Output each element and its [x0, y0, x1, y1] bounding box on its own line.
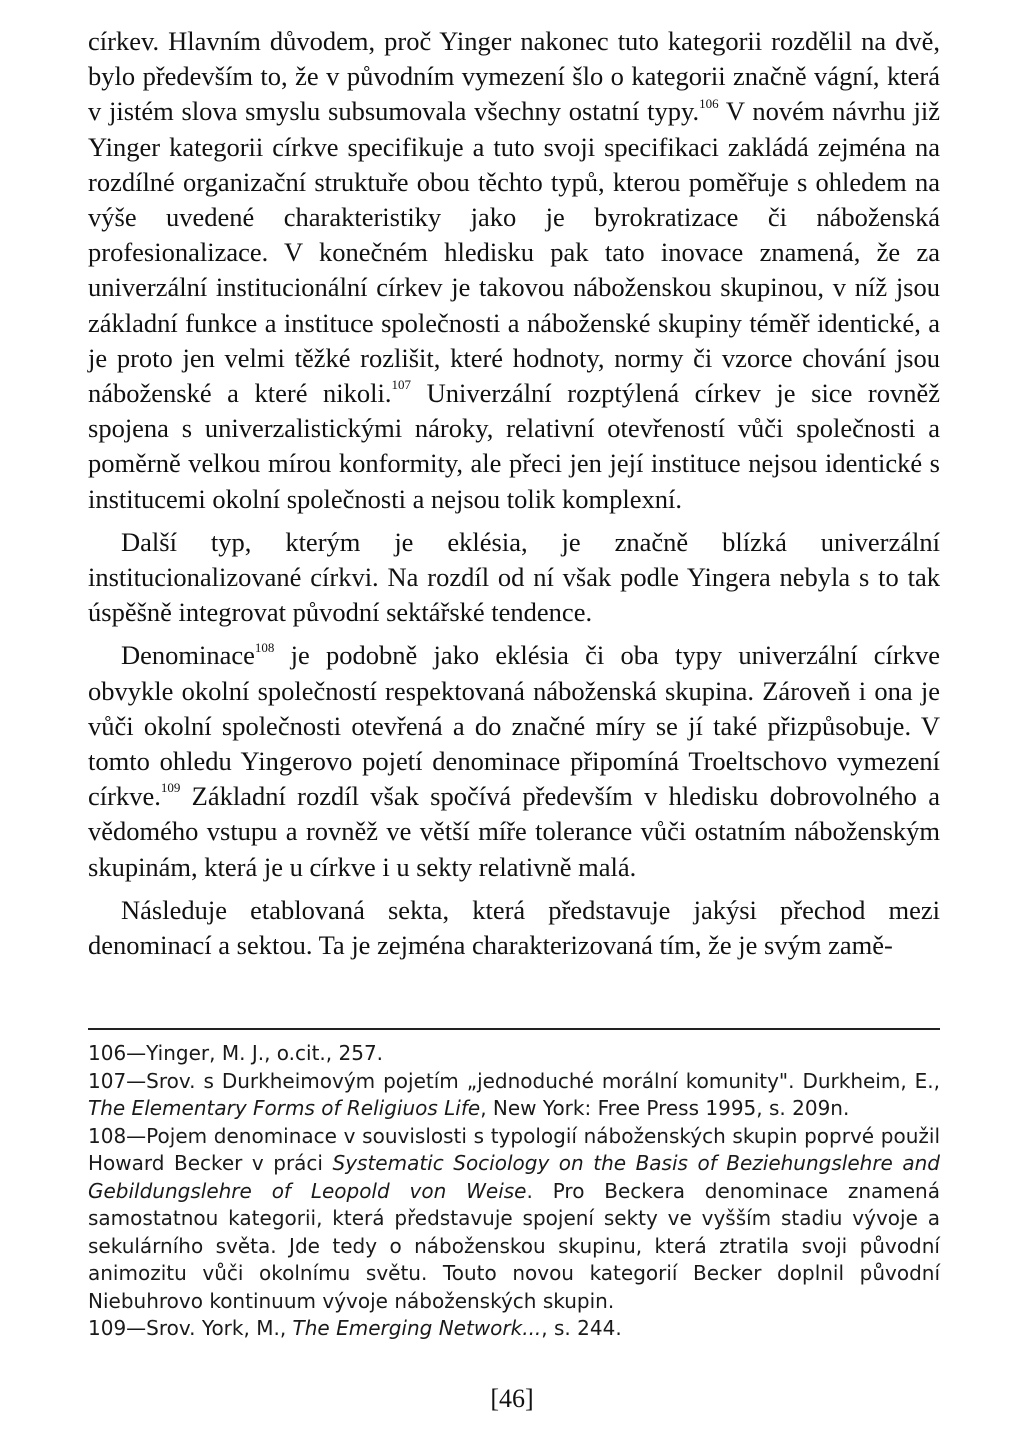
footnote-reference: 109 — [160, 780, 181, 796]
body-paragraph — [88, 638, 940, 884]
footnote-reference: 108 — [254, 639, 275, 655]
footnote-reference: 106 — [699, 95, 719, 111]
text-run: je podobně jako eklésia či oba typy univerzální církve obvykle okolní společností respektovaná náboženská skupina. Zároveň i ona je vůči okolní společnosti otevřená a do značné míry se jí také přizpůsobuje. V tomto ohledu Yingerovo pojetí denominace připomíná Troeltschovo vymezení církve. — [88, 640, 940, 812]
footnote — [88, 1315, 940, 1343]
footnote — [88, 1123, 940, 1316]
footnote-reference: 107 — [391, 377, 412, 393]
text-run: 109—Srov. York, M., — [88, 1316, 293, 1340]
text-run: . Pro Beckera denominace znamená samostatnou kategorii, která představuje spojení sekty ve vyšším stadiu vývoje a sekulárního světa. Jde tedy o náboženskou skupinu, která ztratila svoji původní animozitu vůči okolnímu světu. Touto novou kategorií Becker doplnil původní Niebuhrovo kontinuum vývoje náboženských skupin. — [88, 1178, 940, 1313]
text-run: 107—Srov. s Durkheimovým pojetím „jednoduché morální komunity". Durkheim, E., — [88, 1068, 940, 1093]
text-run: Denominace — [121, 640, 255, 671]
text-run: Další typ, kterým je eklésia, je značně blízká univerzální institucionalizované církvi. Na rozdíl od ní však podle Yingera nebyla s to tak úspěšně integrovat původní sektářské tendence. — [88, 526, 940, 628]
text-run: Následuje etablovaná sekta, která představuje jakýsi přechod mezi denominací a sektou. Ta je zejména charakterizovaná tím, že je svým zamě- — [88, 894, 940, 961]
footnotes — [88, 1040, 940, 1343]
body-paragraph — [88, 893, 940, 963]
text-run: V novém návrhu již Yinger kategorii církve specifikuje a tuto svoji specifikaci zakládá zejména na rozdílné organizační struktuře obou těchto typů, kterou poměřuje s ohledem na výše uvedené charakteristiky jako je byrokratizace či náboženská profesionalizace. V konečném hledisku pak tato inovace znamená, že za univerzální institucionální církev je takovou náboženskou skupinou, v níž jsou základní funkce a instituce společnosti a náboženské skupiny téměř identické, a je proto jen velmi těžké rozlišit, které hodnoty, normy či vzorce chování jsou náboženské a které nikoli. — [88, 96, 941, 409]
italic-title: The Elementary Forms of Religiuos Life — [88, 1096, 481, 1120]
footnote-divider — [88, 1028, 940, 1030]
main-text — [88, 24, 940, 963]
page-number: [46] — [490, 1384, 534, 1413]
text-run: 106—Yinger, M. J., o.cit., 257. — [88, 1041, 384, 1065]
page — [88, 24, 940, 963]
text-run: Univerzální rozptýlená církev je sice rovněž spojena s univerzalistickými nároky, relativní otevřeností vůči společnosti a poměrně velkou mírou konformity, ale přeci jen její instituce nejsou identické s institucemi okolní společnosti a nejsou tolik komplexní. — [88, 378, 940, 514]
italic-title: The Emerging Network... — [292, 1316, 542, 1340]
text-run: , New York: Free Press 1995, s. 209n. — [480, 1096, 850, 1120]
text-run: 108—Pojem denominace v souvislosti s typologií náboženských skupin poprvé použil Howard Becker v práci — [88, 1123, 940, 1175]
body-paragraph — [88, 525, 940, 631]
italic-title: Systematic Sociology on the Basis of Beziehungslehre and Gebildungslehre of Leopold von Weise — [88, 1151, 940, 1203]
body-paragraph — [88, 24, 940, 517]
footnote — [88, 1040, 940, 1068]
text-run: církev. Hlavním důvodem, proč Yinger nakonec tuto kategorii rozdělil na dvě, bylo především to, že v původním vymezení šlo o kategorii značně vágní, která v jistém slova smyslu subsumovala všechny ostatní typy. — [88, 26, 940, 127]
text-run: , s. 244. — [541, 1316, 622, 1340]
footnote — [88, 1068, 940, 1123]
text-run: Základní rozdíl však spočívá především v hledisku dobrovolného a vědomého vstupu a rovněž ve větší míře tolerance vůči ostatním náboženským skupinám, která je u církve i u sekty relativně malá. — [88, 781, 940, 882]
